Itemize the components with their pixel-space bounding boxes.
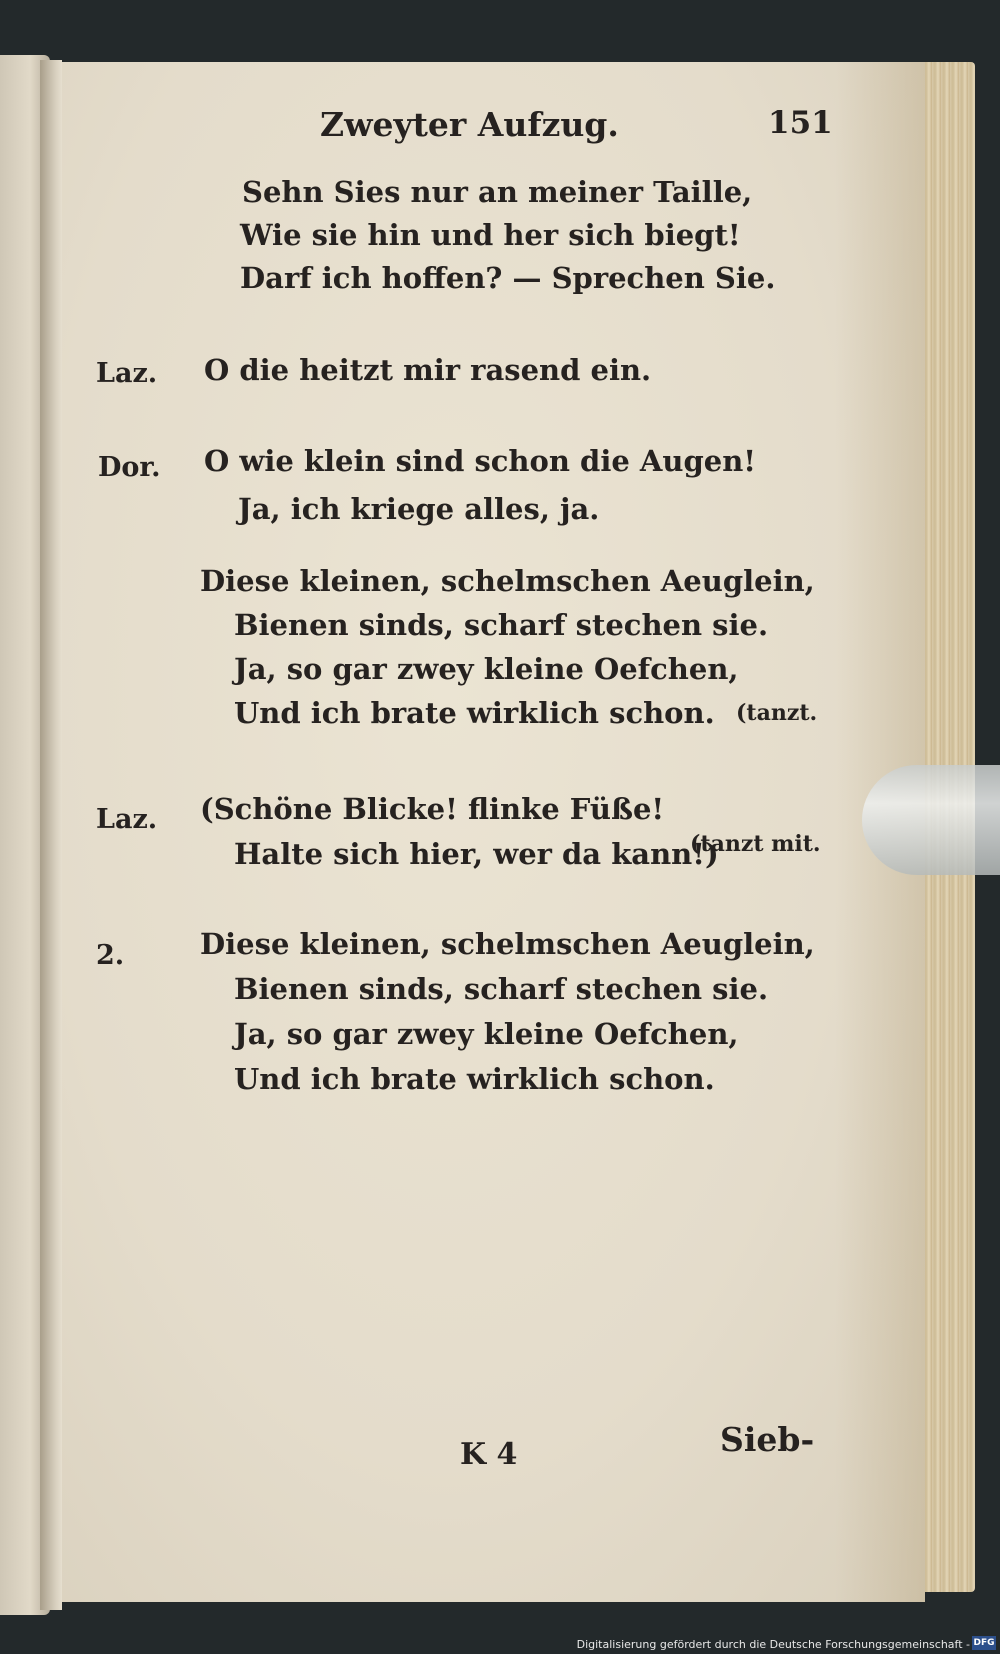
verse2-line-2: Bienen sinds, scharf stechen sie.	[234, 608, 769, 642]
verse2-line-3: Ja, so gar zwey kleine Oefchen,	[234, 652, 739, 686]
verse2-line-1: Diese kleinen, schelmschen Aeuglein,	[200, 564, 815, 598]
dor-line-2: Ja, ich kriege alles, ja.	[238, 492, 600, 526]
stage-direction-tanzt-mit: (tanzt mit.	[690, 831, 821, 857]
running-title: Zweyter Aufzug.	[320, 105, 619, 144]
page-number: 151	[768, 105, 833, 141]
speaker-laz-1: Laz.	[96, 358, 158, 389]
speaker-laz-2: Laz.	[96, 804, 158, 835]
book-gutter	[40, 60, 62, 1610]
page-clip	[862, 765, 1000, 875]
stanza-number: 2.	[96, 940, 125, 971]
verse3-line-1: Diese kleinen, schelmschen Aeuglein,	[200, 927, 815, 961]
verse1-line-1: Sehn Sies nur an meiner Taille,	[242, 175, 753, 209]
signature-mark: K 4	[460, 1437, 518, 1472]
verse3-line-4: Und ich brate wirklich schon.	[234, 1062, 715, 1096]
verse1-line-3: Darf ich hoffen? — Sprechen Sie.	[240, 261, 776, 295]
verse1-line-2: Wie sie hin und her sich biegt!	[240, 218, 741, 252]
catchword: Sieb-	[720, 1420, 815, 1459]
verse3-line-3: Ja, so gar zwey kleine Oefchen,	[234, 1017, 739, 1051]
verse2-line-4: Und ich brate wirklich schon.	[234, 696, 715, 730]
dfg-logo: DFG	[973, 1638, 995, 1648]
dor-line-1: O wie klein sind schon die Augen!	[204, 444, 757, 478]
stage-direction-tanzt: (tanzt.	[736, 700, 818, 726]
laz2-line-2: Halte sich hier, wer da kann!)	[234, 837, 719, 871]
verse3-line-2: Bienen sinds, scharf stechen sie.	[234, 972, 769, 1006]
laz1-line: O die heitzt mir rasend ein.	[204, 353, 652, 387]
laz2-line-1: (Schöne Blicke! flinke Füße!	[200, 792, 665, 826]
digitization-credit: Digitalisierung gefördert durch die Deutsche Forschungsgemeinschaft -	[576, 1638, 970, 1651]
speaker-dor: Dor.	[98, 452, 161, 483]
